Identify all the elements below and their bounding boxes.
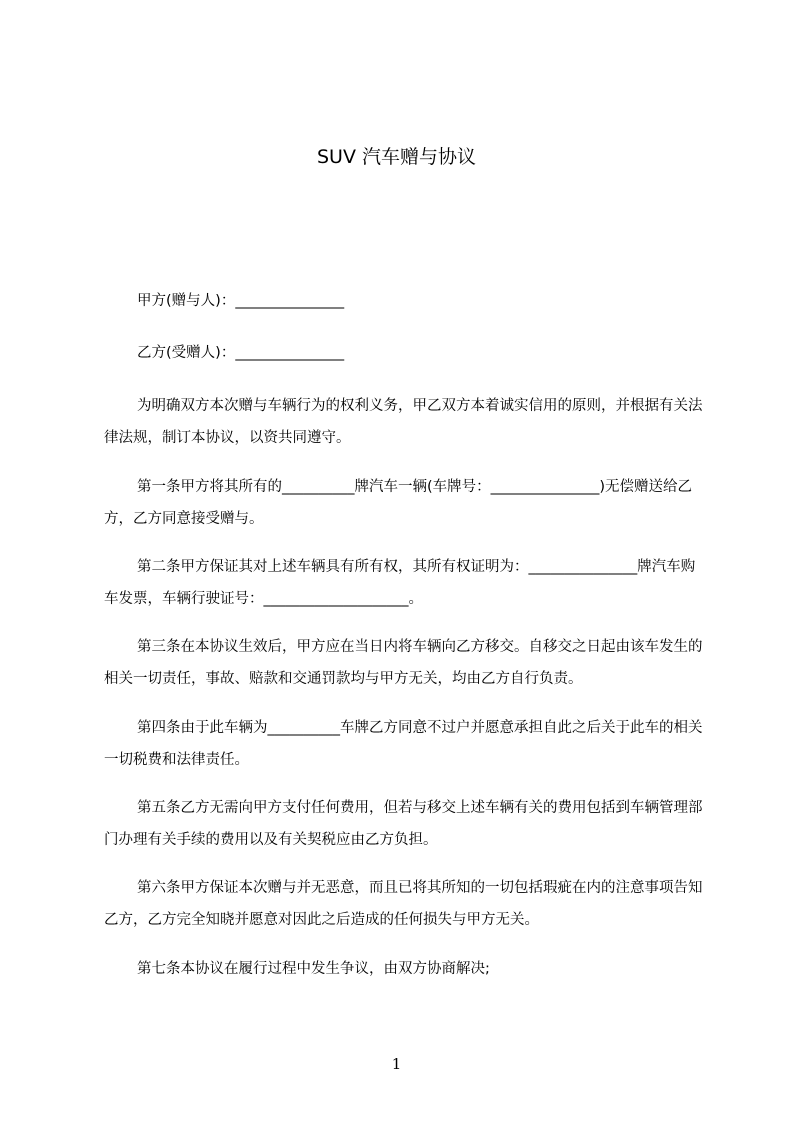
preamble-paragraph: 为明确双方本次赠与车辆行为的权利义务，甲乙双方本着诚实信用的原则，并根据有关法律法规，制订本协议，以资共同遵守。 (104, 398, 703, 446)
page-number: 1 (391, 1055, 402, 1073)
party-a-line: 甲方(赠与人)：_______________ (137, 293, 345, 309)
article-1: 第一条甲方将其所有的__________牌汽车一辆(车牌号：_______________)无偿赠送给乙方，乙方同意接受赠与。 (104, 479, 693, 527)
article-7: 第七条本协议在履行过程中发生争议，由双方协商解决; (137, 961, 490, 977)
article-2: 第二条甲方保证其对上述车辆具有所有权，其所有权证明为：_______________牌汽车购车发票，车辆行驶证号：____________________。 (104, 559, 696, 607)
article-4: 第四条由于此车辆为__________车牌乙方同意不过户并愿意承担自此之后关于此车的相关一切税费和法律责任。 (104, 720, 703, 768)
article-6: 第六条甲方保证本次赠与并无恶意，而且已将其所知的一切包括瑕疵在内的注意事项告知乙方，乙方完全知晓并愿意对因此之后造成的任何损失与甲方无关。 (104, 880, 703, 928)
article-3: 第三条在本协议生效后，甲方应在当日内将车辆向乙方移交。自移交之日起由该车发生的相关一切责任，事故、赔款和交通罚款均与甲方无关，均由乙方自行负责。 (104, 639, 703, 687)
party-b-line: 乙方(受赠人)：_______________ (137, 345, 345, 361)
article-5: 第五条乙方无需向甲方支付任何费用，但若与移交上述车辆有关的费用包括到车辆管理部门办理有关手续的费用以及有关契税应由乙方负担。 (104, 800, 703, 848)
document-title: SUV 汽车赠与协议 (316, 146, 476, 168)
